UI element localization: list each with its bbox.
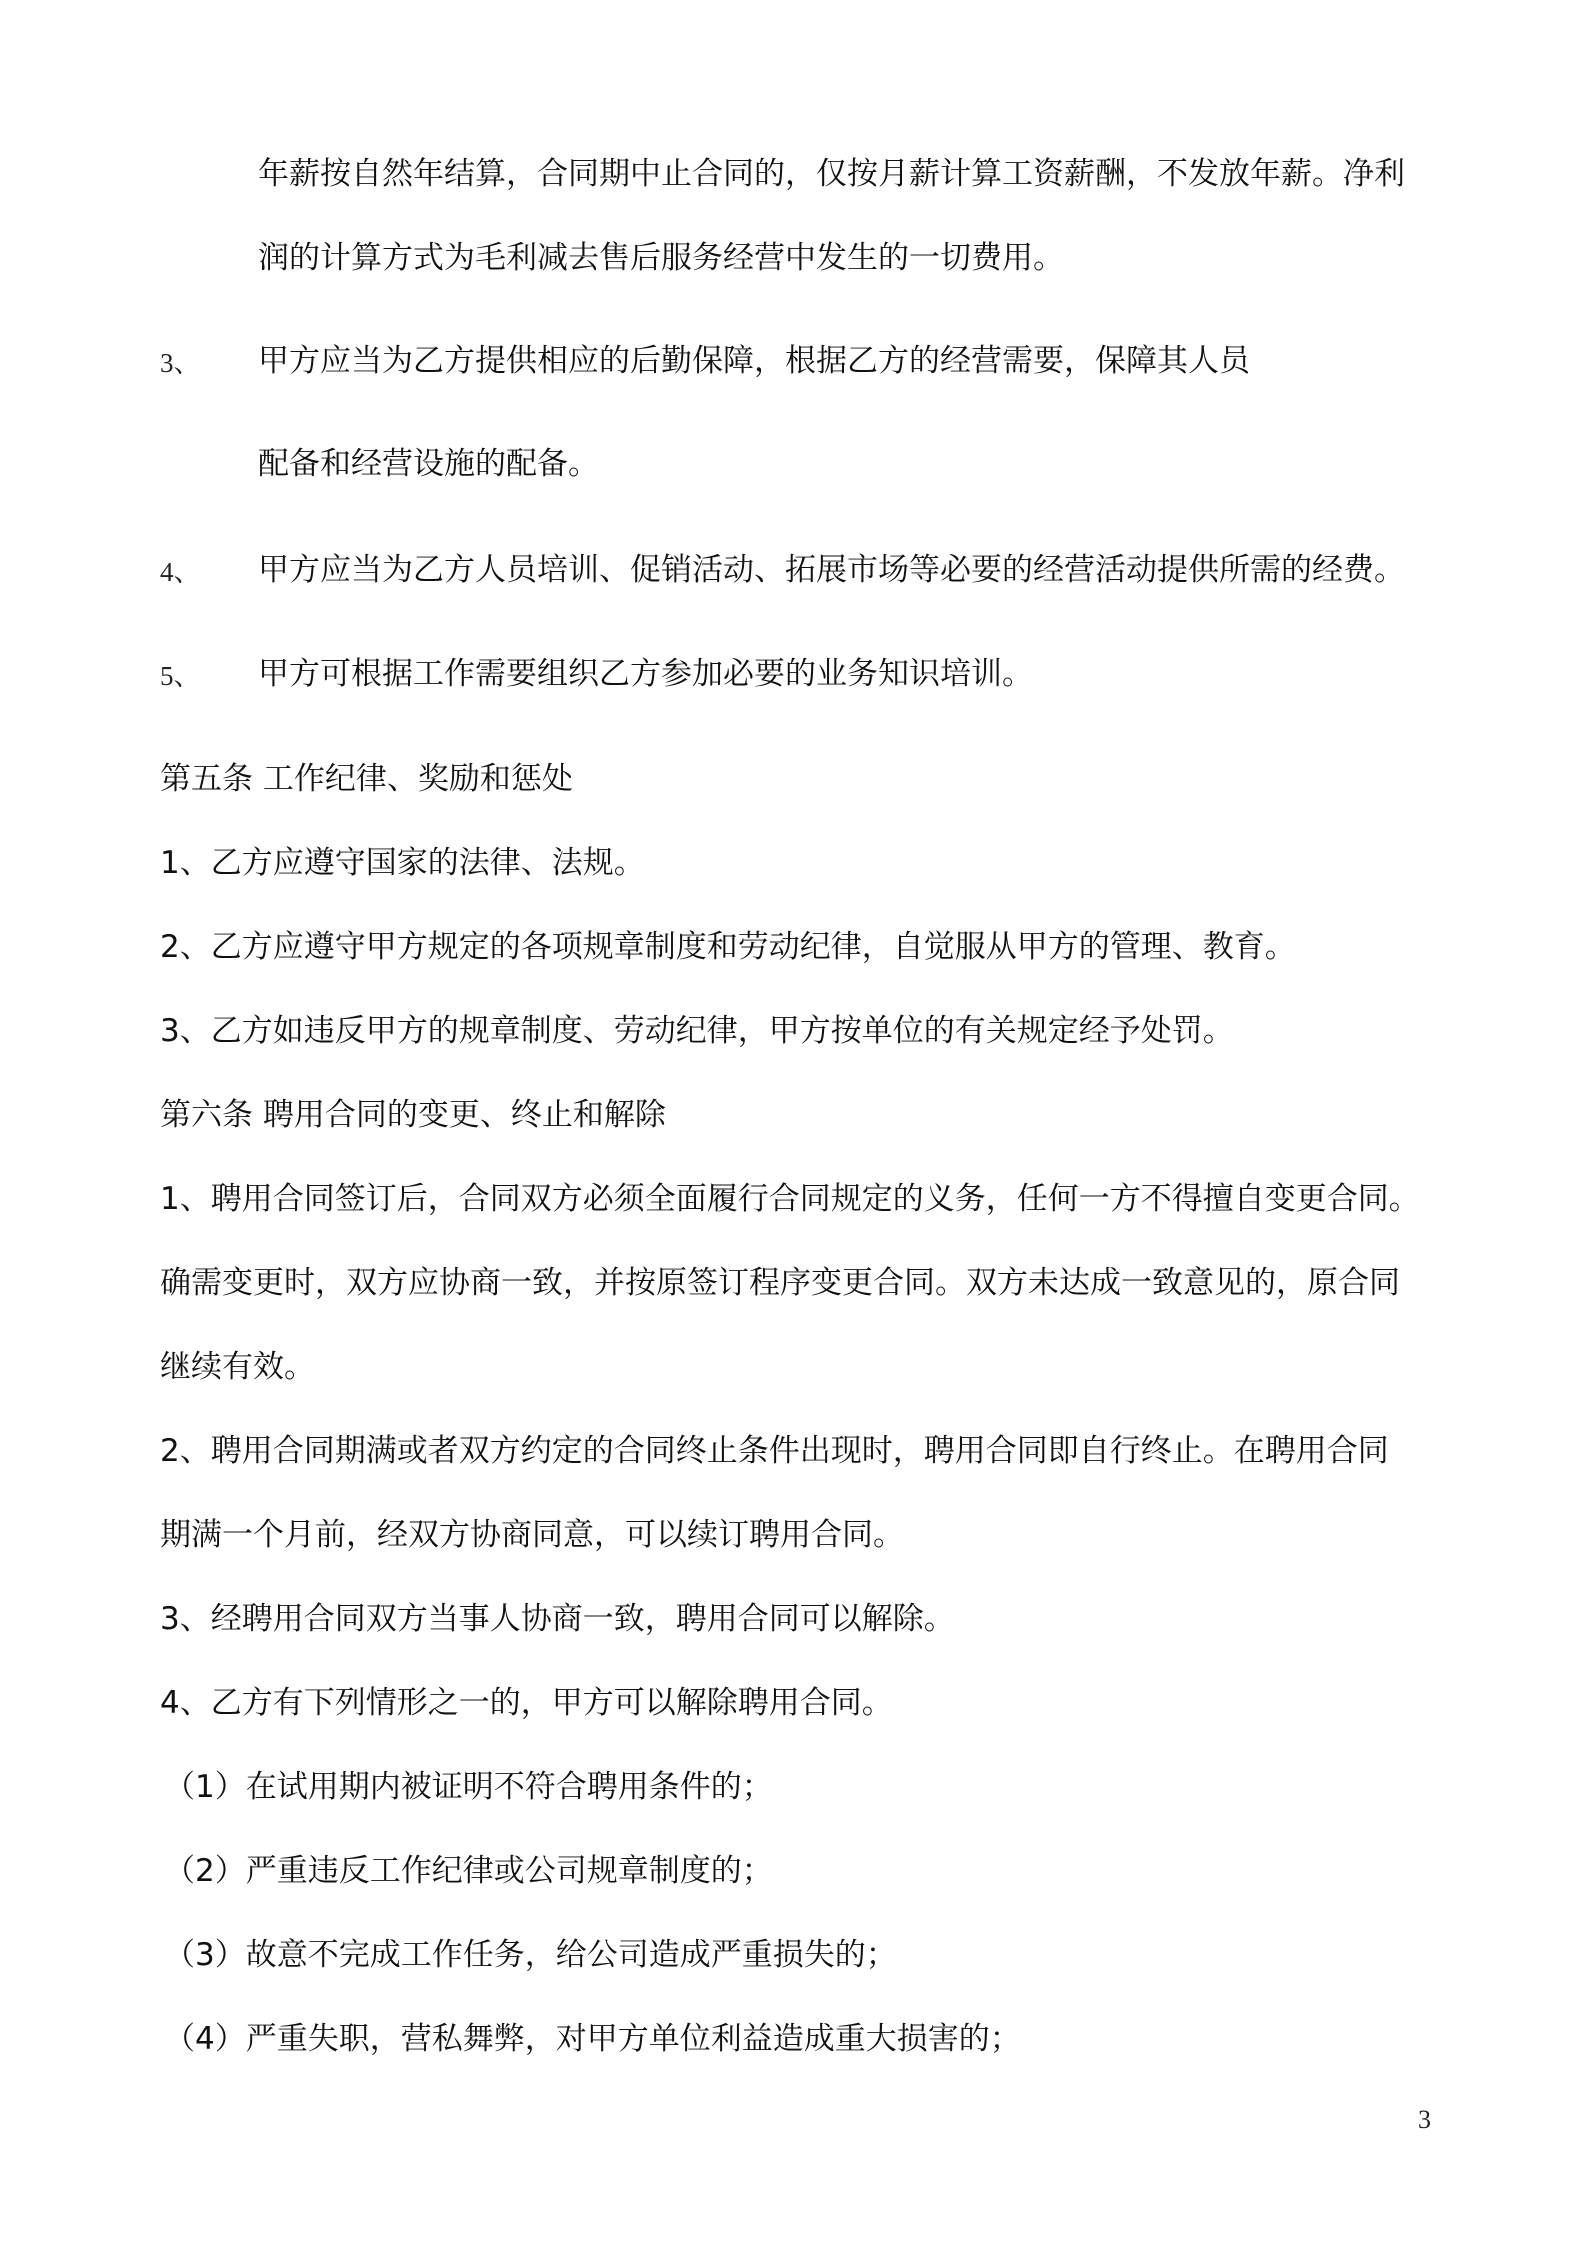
article-6-para-2-line-1: 2、聘用合同期满或者双方约定的合同终止条件出现时，聘用合同即自行终止。在聘用合同 (160, 1433, 1389, 1469)
article-6-para-1-line-3: 继续有效。 (160, 1349, 315, 1385)
continued-text-line-1: 年薪按自然年结算，合同期中止合同的，仅按月薪计算工资薪酬，不发放年薪。净利 (258, 156, 1405, 192)
article-6-para-2-line-2: 期满一个月前，经双方协商同意，可以续订聘用合同。 (160, 1517, 904, 1553)
article-6-para-1-line-1: 1、聘用合同签订后，合同双方必须全面履行合同规定的义务，任何一方不得擅自变更合同。 (160, 1181, 1420, 1217)
item-number: 4、 (160, 557, 201, 587)
article-6-heading: 第六条 聘用合同的变更、终止和解除 (160, 1097, 666, 1133)
article-6-sub-item-3: （3）故意不完成工作任务，给公司造成严重损失的； (164, 1937, 897, 1973)
article-6-sub-item-2: （2）严重违反工作纪律或公司规章制度的； (164, 1853, 773, 1889)
numbered-item-3-line-1: 甲方应当为乙方提供相应的后勤保障，根据乙方的经营需要，保障其人员 (258, 343, 1250, 379)
article-6-sub-item-1: （1）在试用期内被证明不符合聘用条件的； (164, 1769, 773, 1805)
article-6-para-3: 3、经聘用合同双方当事人协商一致，聘用合同可以解除。 (160, 1601, 955, 1637)
numbered-item-5: 甲方可根据工作需要组织乙方参加必要的业务知识培训。 (258, 656, 1033, 692)
article-5-item-3: 3、乙方如违反甲方的规章制度、劳动纪律，甲方按单位的有关规定经予处罚。 (160, 1013, 1234, 1049)
numbered-item-3-line-2: 配备和经营设施的配备。 (258, 446, 599, 482)
numbered-item-4: 甲方应当为乙方人员培训、促销活动、拓展市场等必要的经营活动提供所需的经费。 (258, 552, 1405, 588)
page-number: 3 (1418, 2105, 1431, 2134)
article-5-heading: 第五条 工作纪律、奖励和惩处 (160, 761, 573, 797)
continued-text-line-2: 润的计算方式为毛利减去售后服务经营中发生的一切费用。 (258, 240, 1064, 276)
article-6-para-4: 4、乙方有下列情形之一的，甲方可以解除聘用合同。 (160, 1685, 893, 1721)
item-number: 5、 (160, 661, 201, 691)
article-6-sub-item-4: （4）严重失职，营私舞弊，对甲方单位利益造成重大损害的； (164, 2021, 1021, 2057)
item-number: 3、 (160, 348, 201, 378)
article-5-item-1: 1、乙方应遵守国家的法律、法规。 (160, 845, 645, 881)
article-6-para-1-line-2: 确需变更时，双方应协商一致，并按原签订程序变更合同。双方未达成一致意见的，原合同 (160, 1265, 1400, 1301)
article-5-item-2: 2、乙方应遵守甲方规定的各项规章制度和劳动纪律，自觉服从甲方的管理、教育。 (160, 929, 1296, 965)
